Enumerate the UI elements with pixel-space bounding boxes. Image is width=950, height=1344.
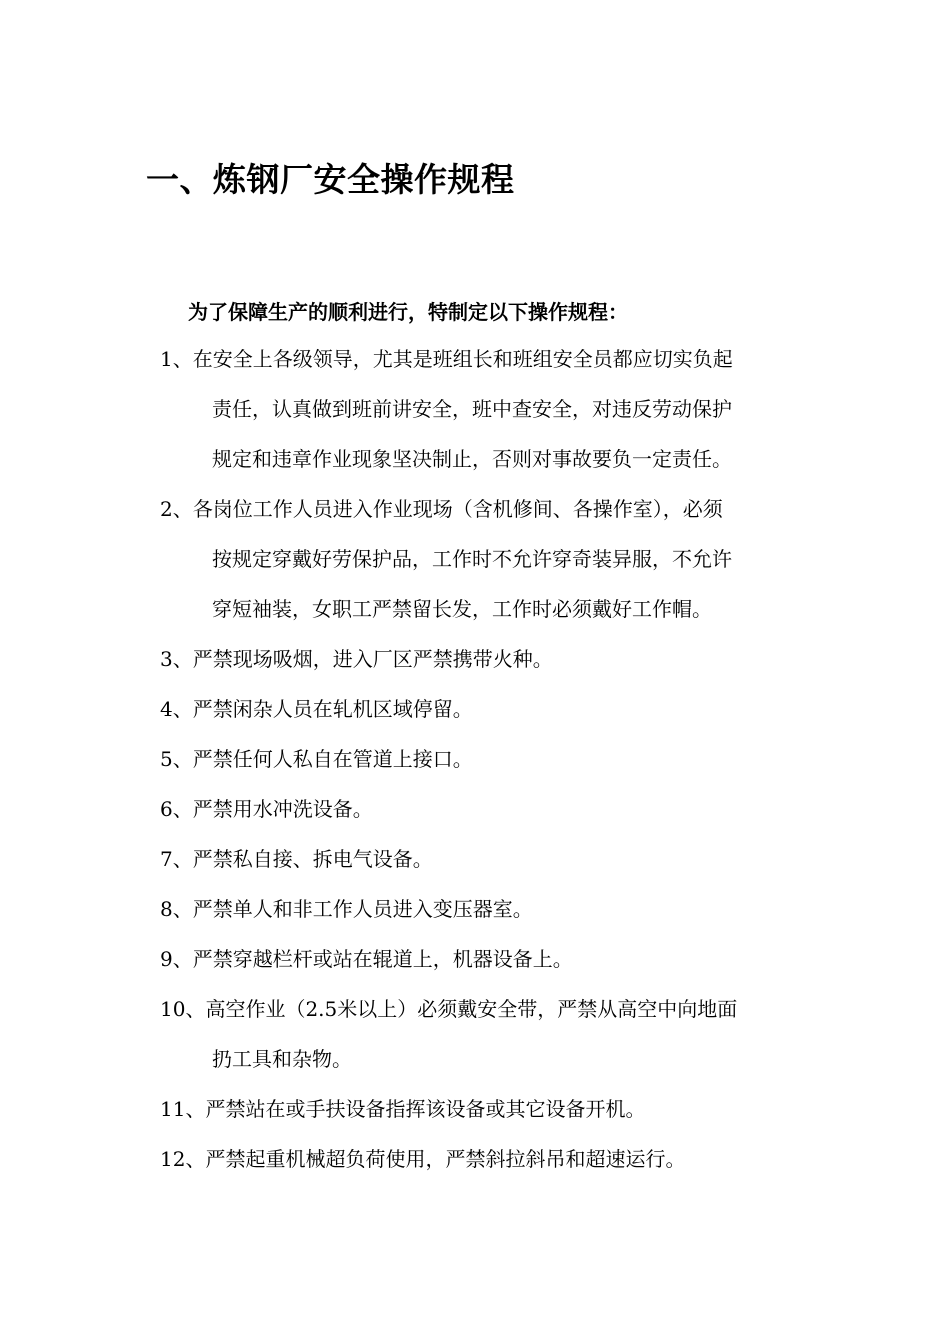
item-line: 11、严禁站在或手扶设备指挥该设备或其它设备开机。 — [160, 1097, 646, 1121]
list-item — [160, 894, 533, 944]
item-line: 7、严禁私自接、拆电气设备。 — [160, 847, 433, 871]
list-item — [160, 744, 473, 794]
item-line: 3、严禁现场吸烟，进入厂区严禁携带火种。 — [160, 647, 553, 671]
item-line: 6、严禁用水冲洗设备。 — [160, 797, 373, 821]
item-line: 10、高空作业（2.5米以上）必须戴安全带，严禁从高空中向地面 — [160, 997, 738, 1021]
list-item — [160, 494, 732, 644]
item-line: 2、各岗位工作人员进入作业现场（含机修间、各操作室），必须 — [160, 497, 723, 521]
list-item — [160, 794, 373, 844]
item-line: 扔工具和杂物。 — [212, 1047, 352, 1071]
document-title: 一、炼钢厂安全操作规程 — [146, 160, 515, 199]
item-line: 责任，认真做到班前讲安全，班中查安全，对违反劳动保护 — [212, 397, 732, 421]
item-line: 8、严禁单人和非工作人员进入变压器室。 — [160, 897, 533, 921]
item-line: 按规定穿戴好劳保护品，工作时不允许穿奇装异服，不允许 — [212, 547, 732, 571]
item-line: 9、严禁穿越栏杆或站在辊道上，机器设备上。 — [160, 947, 573, 971]
list-item — [160, 694, 473, 744]
item-line: 规定和违章作业现象坚决制止，否则对事故要负一定责任。 — [212, 447, 732, 471]
item-line: 1、在安全上各级领导，尤其是班组长和班组安全员都应切实负起 — [160, 347, 733, 371]
item-line: 5、严禁任何人私自在管道上接口。 — [160, 747, 473, 771]
item-line: 12、严禁起重机械超负荷使用，严禁斜拉斜吊和超速运行。 — [160, 1147, 686, 1171]
list-item — [160, 1094, 645, 1144]
list-item — [160, 344, 733, 494]
list-item — [160, 1144, 685, 1194]
list-item — [160, 994, 737, 1094]
list-item — [160, 944, 573, 994]
list-item — [160, 844, 433, 894]
item-line: 穿短袖装，女职工严禁留长发，工作时必须戴好工作帽。 — [212, 597, 712, 621]
list-item — [160, 644, 553, 694]
item-line: 4、严禁闲杂人员在轧机区域停留。 — [160, 697, 473, 721]
intro-paragraph: 为了保障生产的顺利进行，特制定以下操作规程： — [188, 300, 628, 324]
